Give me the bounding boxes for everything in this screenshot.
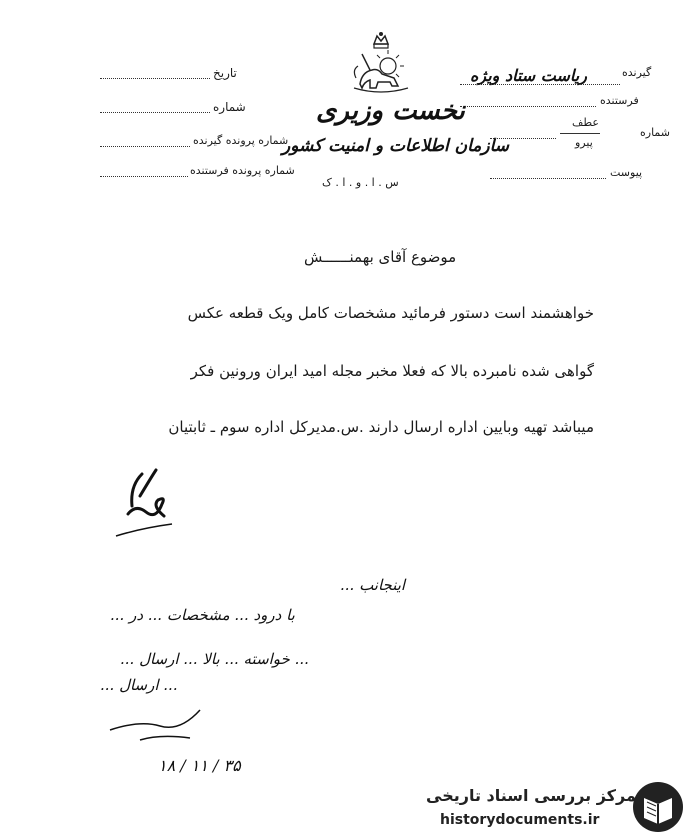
note-line-1: اینجانب ... — [340, 576, 406, 594]
subject-line — [304, 248, 456, 266]
recipient-value: ریاست ستاد ویژه — [470, 66, 587, 85]
attachment-dotted-line — [490, 178, 606, 179]
note-signature-scribble — [100, 700, 220, 750]
subject-label: موضوع — [410, 248, 457, 266]
signature-name — [60, 520, 62, 521]
note-line-4: ... ارسال ... — [100, 676, 178, 694]
sender-dotted-line — [460, 106, 596, 107]
attachment-label: پیوست — [610, 166, 643, 179]
ref-label: عطف — [572, 116, 599, 129]
subject-value: آقای بهمنــــــش — [304, 248, 407, 266]
body-line-1: خواهشمند است دستور فرمائید مشخصات کامل ویک قطعه عکس — [187, 304, 594, 322]
organization-name: سازمان اطلاعات و امنیت کشور — [282, 136, 510, 156]
recipient-label: گیرنده — [622, 66, 652, 79]
follow-label: پیرو — [575, 136, 593, 149]
lion-and-sun-emblem-icon — [348, 30, 414, 94]
book-logo-icon — [630, 780, 686, 834]
recipient-file-label: شماره پرونده گیرنده — [193, 134, 289, 147]
sender-file-label: شماره پرونده فرستنده — [190, 164, 295, 177]
recipient-file-dotted-line — [100, 146, 190, 147]
recipient-dotted-line — [460, 84, 620, 85]
number-label-right: شماره — [640, 126, 671, 139]
site-url: historydocuments.ir — [440, 812, 600, 828]
sender-label: فرستنده — [600, 94, 639, 107]
body-line-3: میباشد تهیه وبایین اداره ارسال دارند .س.مدیرکل اداره سوم ـ ثابتیان — [168, 418, 594, 436]
document-title: نخست وزیری — [316, 96, 465, 126]
date-dotted-line — [100, 78, 210, 79]
center-name: مرکز بررسی اسناد تاریخی — [426, 786, 636, 805]
note-line-3: ... خواسته ... بالا ... ارسال ... — [120, 650, 309, 668]
note-date: ۱۸ / ۱۱ / ۳۵ — [158, 756, 241, 775]
number-label: شماره — [213, 100, 246, 114]
organization-code: س . ا . و . ا . ک — [322, 176, 399, 189]
body-line-2: گواهی شده نامبرده بالا که فعلا مخبر مجله امید ایران ورونین فکر — [190, 362, 594, 380]
number-dotted-line-right — [490, 138, 556, 139]
fraction-line — [560, 133, 600, 134]
signature-scribble — [112, 466, 182, 542]
sender-file-dotted-line — [100, 176, 188, 177]
note-line-2: با درود ... مشخصات ... در ... — [110, 606, 295, 624]
number-dotted-line — [100, 112, 210, 113]
date-label: تاریخ — [213, 66, 237, 80]
